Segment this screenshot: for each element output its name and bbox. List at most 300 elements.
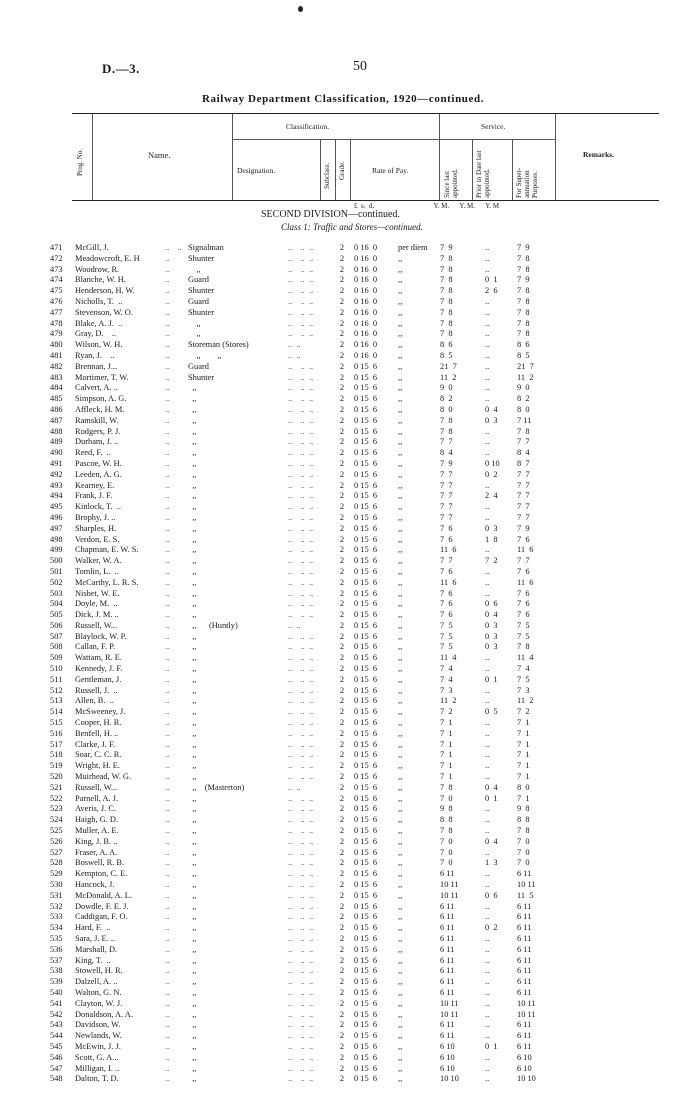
row-rate-period: ,, <box>398 944 403 954</box>
row-since-last: 7 9 <box>440 458 453 468</box>
row-designation: ,, <box>188 772 197 782</box>
table-row <box>50 545 670 556</box>
row-leader-dots: .. <box>165 804 170 814</box>
row-prog-no: 502 <box>50 577 63 587</box>
row-superannuation: 7 1 <box>517 772 530 782</box>
row-since-last: 11 4 <box>440 653 457 663</box>
row-superannuation: 8 2 <box>517 394 530 404</box>
row-prior-to: .. <box>485 901 490 911</box>
row-superannuation: 11 6 <box>517 545 534 555</box>
row-since-last: 7 6 <box>440 610 453 620</box>
row-leader-dots: .. <box>165 642 170 652</box>
row-leader-dots: .. .. .. <box>288 491 314 501</box>
row-designation: ,, <box>188 664 197 674</box>
table-row <box>50 837 670 848</box>
row-rate-amount: 0 15 6 <box>354 664 378 674</box>
row-leader-dots: .. .. .. <box>288 761 314 771</box>
header-prior-to: Prior to Date last appointed. <box>475 150 491 198</box>
row-since-last: 7 6 <box>440 534 453 544</box>
row-superannuation: 7 0 <box>517 847 530 857</box>
row-leader-dots: .. <box>165 264 170 274</box>
row-leader-dots: .. <box>165 534 170 544</box>
row-name: Verdon, E. S. <box>75 534 120 544</box>
row-rate-period: ,, <box>398 858 403 868</box>
row-subclass: 2 <box>339 987 345 997</box>
row-prior-to: 0 10 <box>485 458 500 468</box>
row-name: Wattam, R. E. <box>75 653 123 663</box>
table-row <box>50 416 670 427</box>
row-leader-dots: .. <box>165 350 170 360</box>
row-rate-amount: 0 15 6 <box>354 556 378 566</box>
row-leader-dots: .. .. .. <box>288 707 314 717</box>
table-row <box>50 265 670 276</box>
row-superannuation: 9 8 <box>517 804 530 814</box>
row-prog-no: 544 <box>50 1031 63 1041</box>
row-subclass: 2 <box>339 1020 345 1030</box>
table-row <box>50 394 670 405</box>
table-row <box>50 383 670 394</box>
row-name: King, J. B. .. <box>75 836 118 846</box>
row-leader-dots: .. <box>165 512 170 522</box>
row-subclass: 2 <box>339 437 345 447</box>
row-subclass: 2 <box>339 977 345 987</box>
row-subclass: 2 <box>339 599 345 609</box>
row-leader-dots: .. <box>165 502 170 512</box>
table-row <box>50 340 670 351</box>
row-leader-dots: .. .. <box>288 340 301 350</box>
table-row <box>50 891 670 902</box>
row-designation: ,, <box>188 880 197 890</box>
row-superannuation: 7 5 <box>517 631 530 641</box>
row-since-last: 8 8 <box>440 815 453 825</box>
row-name: Donaldson, A. A. <box>75 1009 133 1019</box>
row-leader-dots: .. .. .. <box>288 404 314 414</box>
row-leader-dots: .. .. .. <box>288 923 314 933</box>
row-rate-amount: 0 15 6 <box>354 674 378 684</box>
row-since-last: 7 7 <box>440 512 453 522</box>
table-row <box>50 621 670 632</box>
header-classification: Classification. <box>286 122 330 131</box>
row-subclass: 2 <box>339 890 345 900</box>
table-row <box>50 794 670 805</box>
row-superannuation: 7 8 <box>517 286 530 296</box>
row-since-last: 8 4 <box>440 448 453 458</box>
row-designation: ,, <box>188 426 197 436</box>
row-since-last: 6 11 <box>440 977 455 987</box>
row-since-last: 8 5 <box>440 350 453 360</box>
row-superannuation: 8 0 <box>517 404 530 414</box>
row-leader-dots: .. .. .. <box>288 858 314 868</box>
row-leader-dots: .. <box>165 836 170 846</box>
row-subclass: 2 <box>339 966 345 976</box>
row-superannuation: 7 8 <box>517 296 530 306</box>
table-row <box>50 1053 670 1064</box>
header-subclass: Subclass. <box>323 162 331 189</box>
row-prior-to: 2 4 <box>485 491 498 501</box>
row-rate-amount: 0 15 6 <box>354 523 378 533</box>
row-subclass: 2 <box>339 869 345 879</box>
row-name: Tomlin, L. .. <box>75 566 119 576</box>
row-superannuation: 7 1 <box>517 718 530 728</box>
row-subclass: 2 <box>339 264 345 274</box>
row-leader-dots: .. <box>165 437 170 447</box>
row-leader-dots: .. .. .. <box>288 901 314 911</box>
page-title: Railway Department Classification, 1920—continued. <box>202 93 485 105</box>
row-subclass: 2 <box>339 556 345 566</box>
row-rate-amount: 0 15 6 <box>354 1074 378 1084</box>
row-prog-no: 542 <box>50 1009 63 1019</box>
row-since-last: 7 8 <box>440 253 453 263</box>
row-designation: ,, <box>188 977 197 987</box>
row-subclass: 2 <box>339 793 345 803</box>
table-row <box>50 297 670 308</box>
row-name: Hancock, J. <box>75 880 115 890</box>
row-rate-period: ,, <box>398 610 403 620</box>
row-designation: ,, <box>188 890 197 900</box>
row-rate-amount: 0 15 6 <box>354 577 378 587</box>
row-prior-to: .. <box>485 545 490 555</box>
row-rate-period: ,, <box>398 523 403 533</box>
row-leader-dots: .. <box>165 577 170 587</box>
row-rate-period: ,, <box>398 1020 403 1030</box>
row-rate-amount: 0 16 0 <box>354 307 378 317</box>
row-subclass: 2 <box>339 1041 345 1051</box>
row-since-last: 7 7 <box>440 480 453 490</box>
row-prog-no: 471 <box>50 243 63 252</box>
row-leader-dots: .. .. .. <box>288 1063 314 1073</box>
row-prog-no: 475 <box>50 286 63 296</box>
row-name: Scott, G. A... <box>75 1052 119 1062</box>
row-designation: ,, <box>188 458 197 468</box>
table-row <box>50 1042 670 1053</box>
table-row <box>50 977 670 988</box>
row-prog-no: 512 <box>50 685 63 695</box>
row-leader-dots: .. <box>165 599 170 609</box>
table-row <box>50 869 670 880</box>
row-subclass: 2 <box>339 664 345 674</box>
row-designation: ,, <box>188 318 201 328</box>
row-rate-period: ,, <box>398 437 403 447</box>
row-prior-to: 0 2 <box>485 923 498 933</box>
table-row <box>50 286 670 297</box>
table-row <box>50 653 670 664</box>
row-rate-amount: 0 15 6 <box>354 847 378 857</box>
row-name: Muirhead, W. G. <box>75 772 132 782</box>
row-rate-amount: 0 15 6 <box>354 1063 378 1073</box>
row-prog-no: 491 <box>50 458 63 468</box>
table-row <box>50 254 670 265</box>
row-since-last: 7 6 <box>440 599 453 609</box>
row-leader-dots: .. <box>165 620 170 630</box>
row-rate-period: ,, <box>398 880 403 890</box>
row-rate-amount: 0 15 6 <box>354 361 378 371</box>
row-subclass: 2 <box>339 998 345 1008</box>
row-subclass: 2 <box>339 275 345 285</box>
row-rate-period: ,, <box>398 1031 403 1041</box>
row-leader-dots: .. <box>165 545 170 555</box>
row-prior-to: 1 3 <box>485 858 498 868</box>
table-row <box>50 610 670 621</box>
row-since-last: 10 11 <box>440 1009 459 1019</box>
row-leader-dots: .. .. .. <box>288 372 314 382</box>
row-leader-dots: .. <box>165 696 170 706</box>
row-prog-no: 511 <box>50 674 63 684</box>
row-leader-dots: .. .. <box>288 350 301 360</box>
row-designation: ,, <box>188 934 197 943</box>
row-prog-no: 479 <box>50 329 63 339</box>
table-row <box>50 1020 670 1031</box>
table-row <box>50 966 670 977</box>
row-superannuation: 6 11 <box>517 1031 532 1041</box>
row-since-last: 7 0 <box>440 858 453 868</box>
row-superannuation: 7 9 <box>517 523 530 533</box>
row-since-last: 6 10 <box>440 1063 455 1073</box>
row-subclass: 2 <box>339 502 345 512</box>
row-subclass: 2 <box>339 728 345 738</box>
row-prog-no: 474 <box>50 275 63 285</box>
table-row <box>50 275 670 286</box>
row-leader-dots: .. <box>165 631 170 641</box>
row-leader-dots: .. .. .. <box>288 847 314 857</box>
row-name: Allen, B. .. <box>75 696 114 706</box>
row-leader-dots: .. <box>165 750 170 760</box>
row-superannuation: 7 8 <box>517 318 530 328</box>
row-rate-amount: 0 15 6 <box>354 923 378 933</box>
row-prog-no: 472 <box>50 253 63 263</box>
row-prior-to: 0 4 <box>485 782 498 792</box>
row-leader-dots: .. .. .. <box>288 836 314 846</box>
class-title: Class 1: Traffic and Stores—continued. <box>281 222 423 232</box>
row-prior-to: .. <box>485 750 490 760</box>
row-rate-period: ,, <box>398 588 403 598</box>
row-prior-to: .. <box>485 329 490 339</box>
row-leader-dots: .. <box>165 901 170 911</box>
table-row <box>50 858 670 869</box>
row-subclass: 2 <box>339 653 345 663</box>
row-leader-dots: .. .. .. <box>288 523 314 533</box>
row-rate-amount: 0 15 6 <box>354 944 378 954</box>
row-designation: ,, ,, <box>188 350 222 360</box>
row-prior-to: .. <box>485 998 490 1008</box>
row-leader-dots: .. <box>165 394 170 404</box>
row-superannuation: 11 2 <box>517 696 534 706</box>
table-row <box>50 696 670 707</box>
row-leader-dots: .. <box>165 318 170 328</box>
row-name: Blaylock, W. P. <box>75 631 127 641</box>
row-designation: Shunter <box>188 253 215 263</box>
row-rate-period: ,, <box>398 955 403 965</box>
row-prog-no: 509 <box>50 653 63 663</box>
row-rate-amount: 0 15 6 <box>354 707 378 717</box>
row-designation: ,, <box>188 987 197 997</box>
row-subclass: 2 <box>339 491 345 501</box>
row-prior-to: .. <box>485 1074 490 1084</box>
row-rate-amount: 0 16 0 <box>354 350 378 360</box>
row-prior-to: .. <box>485 566 490 576</box>
table-row <box>50 664 670 675</box>
row-rate-period: ,, <box>398 869 403 879</box>
row-designation: Guard <box>188 296 209 306</box>
table-row <box>50 686 670 697</box>
row-designation: ,, <box>188 761 197 771</box>
row-leader-dots: .. .. .. <box>288 383 314 393</box>
page-mark <box>298 6 303 12</box>
row-subclass: 2 <box>339 955 345 965</box>
row-designation: Guard <box>188 275 209 285</box>
row-rate-period: ,, <box>398 372 403 382</box>
row-superannuation: 7 8 <box>517 826 530 836</box>
row-rate-period: ,, <box>398 750 403 760</box>
row-rate-amount: 0 15 6 <box>354 761 378 771</box>
row-leader-dots: .. <box>165 987 170 997</box>
row-leader-dots: .. .. <box>288 782 301 792</box>
row-prior-to: .. <box>485 350 490 360</box>
row-name: Woodrow, R. <box>75 264 120 274</box>
row-rate-amount: 0 15 6 <box>354 404 378 414</box>
row-since-last: 10 11 <box>440 998 459 1008</box>
row-prior-to: .. <box>485 502 490 512</box>
row-rate-amount: 0 15 6 <box>354 901 378 911</box>
row-designation: ,, <box>188 1009 197 1019</box>
row-superannuation: 6 11 <box>517 901 532 911</box>
row-since-last: 6 11 <box>440 944 455 954</box>
row-rate-amount: 0 16 0 <box>354 253 378 263</box>
row-prior-to: .. <box>485 815 490 825</box>
row-superannuation: 6 10 <box>517 1063 532 1073</box>
row-rate-amount: 0 15 6 <box>354 728 378 738</box>
row-prior-to: 0 3 <box>485 631 498 641</box>
row-superannuation: 11 6 <box>517 577 534 587</box>
row-prog-no: 503 <box>50 588 63 598</box>
header-prog-no: Prog. No. <box>76 148 84 176</box>
row-designation: Shunter <box>188 372 215 382</box>
row-name: Brennan, J... <box>75 361 118 371</box>
row-leader-dots: .. <box>165 480 170 490</box>
row-name: Meadowcroft, E. H <box>75 253 140 263</box>
row-leader-dots: .. .. .. <box>288 793 314 803</box>
row-superannuation: 7 7 <box>517 480 530 490</box>
row-prog-no: 507 <box>50 631 63 641</box>
table-row <box>50 848 670 859</box>
row-since-last: 7 8 <box>440 415 453 425</box>
table-row <box>50 826 670 837</box>
table-row <box>50 567 670 578</box>
row-superannuation: 6 11 <box>517 869 532 879</box>
row-designation: ,, <box>188 469 197 479</box>
row-leader-dots: .. .. .. <box>288 577 314 587</box>
row-name: Boswell, R. B. <box>75 858 125 868</box>
table-row <box>50 351 670 362</box>
row-subclass: 2 <box>339 944 345 954</box>
row-subclass: 2 <box>339 620 345 630</box>
row-designation: ,, <box>188 944 197 954</box>
table-row <box>50 437 670 448</box>
row-leader-dots: .. .. <box>288 620 301 630</box>
row-rate-amount: 0 15 6 <box>354 858 378 868</box>
row-rate-period: ,, <box>398 847 403 857</box>
staff-table-body <box>50 243 670 1085</box>
row-leader-dots: .. .. .. <box>288 534 314 544</box>
row-designation: ,, <box>188 329 201 339</box>
row-prior-to: 0 3 <box>485 523 498 533</box>
row-superannuation: 7 9 <box>517 275 530 285</box>
row-subclass: 2 <box>339 642 345 652</box>
row-subclass: 2 <box>339 318 345 328</box>
row-rate-period: ,, <box>398 987 403 997</box>
row-name: McEwin, J. J. <box>75 1041 121 1051</box>
row-prog-no: 488 <box>50 426 63 436</box>
row-leader-dots: .. .. .. <box>288 826 314 836</box>
row-rate-period: ,, <box>398 707 403 717</box>
row-name: Russell, W... <box>75 782 118 792</box>
row-prior-to: .. <box>485 253 490 263</box>
row-name: Walton, G. N. <box>75 987 122 997</box>
row-name: Walker, W. A. <box>75 556 122 566</box>
row-rate-amount: 0 15 6 <box>354 545 378 555</box>
row-designation: ,, <box>188 1063 197 1073</box>
row-superannuation: 8 8 <box>517 815 530 825</box>
row-rate-period: ,, <box>398 815 403 825</box>
row-name: Affleck, H. M. <box>75 404 125 414</box>
row-superannuation: 6 11 <box>517 1041 532 1051</box>
row-designation: ,, <box>188 545 197 555</box>
row-rate-amount: 0 15 6 <box>354 458 378 468</box>
row-since-last: 6 11 <box>440 955 455 965</box>
row-since-last: 7 8 <box>440 264 453 274</box>
row-prog-no: 526 <box>50 836 63 846</box>
document-id: D.—3. <box>102 61 140 76</box>
table-row <box>50 934 670 945</box>
table-row <box>50 707 670 718</box>
row-since-last: 11 2 <box>440 696 457 706</box>
row-rate-amount: 0 15 6 <box>354 685 378 695</box>
row-rate-amount: 0 15 6 <box>354 955 378 965</box>
row-leader-dots: .. .. .. <box>288 458 314 468</box>
section-title: SECOND DIVISION—continued. <box>261 209 400 220</box>
row-since-last: 7 5 <box>440 620 453 630</box>
row-rate-amount: 0 15 6 <box>354 610 378 620</box>
row-leader-dots: .. .. .. <box>288 642 314 652</box>
row-leader-dots: .. <box>165 307 170 317</box>
row-rate-period: ,, <box>398 718 403 728</box>
row-rate-amount: 0 15 6 <box>354 804 378 814</box>
row-since-last: 7 8 <box>440 296 453 306</box>
row-since-last: 7 0 <box>440 847 453 857</box>
row-rate-period: ,, <box>398 383 403 393</box>
row-prior-to: .. <box>485 955 490 965</box>
row-rate-amount: 0 15 6 <box>354 512 378 522</box>
row-rate-period: ,, <box>398 912 403 922</box>
row-prog-no: 527 <box>50 847 63 857</box>
row-designation: Guard <box>188 361 209 371</box>
row-rate-period: ,, <box>398 426 403 436</box>
row-prog-no: 478 <box>50 318 63 328</box>
row-since-last: 7 7 <box>440 502 453 512</box>
row-subclass: 2 <box>339 674 345 684</box>
row-leader-dots: .. .. .. <box>288 728 314 738</box>
row-prog-no: 540 <box>50 987 63 997</box>
row-subclass: 2 <box>339 545 345 555</box>
row-subclass: 2 <box>339 512 345 522</box>
row-superannuation: 10 11 <box>517 1009 536 1019</box>
row-rate-amount: 0 15 6 <box>354 1031 378 1041</box>
row-leader-dots: .. .. .. <box>288 955 314 965</box>
row-subclass: 2 <box>339 523 345 533</box>
row-prog-no: 545 <box>50 1041 63 1051</box>
row-subclass: 2 <box>339 588 345 598</box>
table-row <box>50 1064 670 1075</box>
row-leader-dots: .. .. .. <box>288 912 314 922</box>
